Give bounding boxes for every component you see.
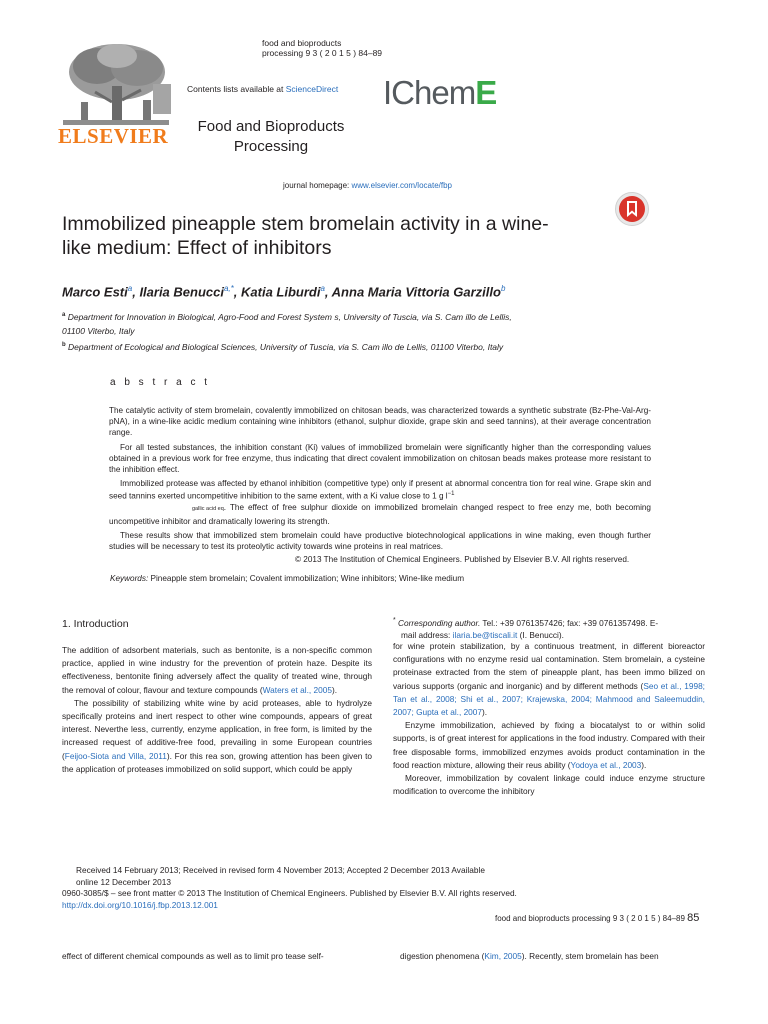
- keywords: [110, 574, 464, 583]
- journal-reference-line1: food and bioproducts: [262, 38, 342, 48]
- abstract-paragraph: [109, 478, 651, 527]
- corresponding-author-note: [393, 615, 705, 641]
- author-separator: ,: [233, 284, 242, 300]
- affiliation-b: [62, 338, 682, 354]
- issn-line: 0960-3085/$ – see front matter © 2013 The Institution of Chemical Engineers. Published by Elsevier B.V. All rights reserved.: [62, 888, 517, 898]
- author-separator: ,: [324, 284, 332, 300]
- publisher-logo-text: ELSEVIER: [58, 124, 169, 148]
- email-line: [393, 629, 705, 641]
- next-page-right-text: [400, 950, 710, 963]
- author-name[interactable]: Katia Liburdi: [241, 284, 321, 300]
- affiliation-a-text: Department for Innovation in Biological, Agro-Food and Forest System s, University of Tuscia, via S. Cam illo de Lellis,: [67, 311, 512, 322]
- corresponding-label: Corresponding author.: [398, 617, 481, 628]
- contact-text: Tel.: +39 0761357426; fax: +39 0761357498. E-: [480, 617, 659, 628]
- author-name[interactable]: Anna Maria Vittoria Garzillo: [331, 284, 501, 300]
- affiliation-a-cont: 01100 Viterbo, Italy: [62, 325, 135, 336]
- abstract-text: Immobilized protease was affected by ethanol inhibition (competitive type) only if present at abnormal concentra tion for real wine. Grape skin and seed tannins exerted uncompetitive inhibition to the same extent, with a Ki value close to 1 g l: [109, 479, 651, 502]
- affiliation-marker: b: [62, 341, 66, 348]
- author-affiliation-marker: a: [127, 284, 133, 293]
- contents-prefix: Contents lists available at: [187, 84, 286, 94]
- author-affiliation-marker: b: [500, 284, 506, 293]
- body-text: Enzyme immobilization, achieved by fixing a biocatalyst to or within solid supports, is of great interest for applications in the food industry. Compared with their free disposable forms, immobilized enzymes avoids product contamination in the food reaction mixture, allowing their reus ability (: [393, 720, 705, 770]
- abstract-body: [109, 405, 651, 552]
- journal-homepage: [283, 181, 452, 190]
- keywords-label: Keywords:: [110, 574, 149, 583]
- bookmark-icon: [616, 193, 648, 225]
- citation-link[interactable]: Feijoo-Siota and Villa, 2011: [64, 750, 167, 761]
- online-date: online 12 December 2013: [76, 876, 172, 887]
- author-name[interactable]: Ilaria Benucci: [139, 284, 224, 300]
- ichem-logo: [383, 74, 496, 112]
- ichem-logo-e: E: [475, 74, 497, 111]
- footnote-marker: *: [393, 617, 396, 624]
- citation-link[interactable]: Waters et al., 2005: [262, 684, 332, 695]
- body-text: ). For this rea son, growing attention has been given to the application of proteases immobilized on solid support, which could be apply: [62, 750, 372, 774]
- body-text: digestion phenomena (: [400, 951, 485, 961]
- citation-link[interactable]: Yodoya et al., 2003: [570, 759, 642, 770]
- body-paragraph: [62, 644, 372, 697]
- email-link[interactable]: ilaria.be@tiscali.it: [452, 629, 518, 640]
- journal-reference-line2: processing 9 3 ( 2 0 1 5 ) 84–89: [262, 48, 383, 58]
- corresponding-author-line: [393, 615, 705, 629]
- running-head-text: food and bioproducts processing 9 3 ( 2 0 1 5 ) 84–89: [495, 914, 685, 923]
- affiliation-marker: a: [62, 312, 66, 318]
- author-list: [62, 284, 505, 299]
- ichem-logo-main: IChem: [383, 74, 476, 111]
- superscript: −1: [447, 491, 455, 498]
- body-paragraph: Moreover, immobilization by covalent linkage could induce enzyme structure modification to overcome the inhibitory: [393, 773, 705, 797]
- abstract-paragraph: The catalytic activity of stem bromelain, covalently immobilized on chitosan beads, was characterized towards a synthetic substrate (Bz-Phe-Val-Arg-pNA), in a wine-like acidic medium containing wine inhibitors (ethanol, sulphur dioxide, grape skin and seed tannins), at their average concentration range.: [109, 406, 651, 438]
- abstract-paragraph: For all tested substances, the inhibition constant (Ki) values of immobilized bromelain were significantly higher than the corresponding values obtained in a previous work for free enzyme, thus indicating that direct covalent immobilization on chitosan beads makes protease more resistant to the inhibition effect.: [109, 442, 651, 475]
- crossmark-badge[interactable]: [615, 192, 649, 226]
- article-title: Immobilized pineapple stem bromelain activity in a wine-like medium: Effect of inhibitors: [62, 213, 549, 259]
- body-text: ). Recently, stem bromelain has been: [521, 951, 659, 961]
- doi-link[interactable]: http://dx.doi.org/10.1016/j.fbp.2013.12.001: [62, 899, 218, 910]
- next-page-left-text: effect of different chemical compounds as well as to limit pro tease self-: [62, 951, 324, 961]
- abstract-heading: a b s t r a c t: [110, 377, 211, 388]
- contents-available: [187, 84, 338, 94]
- author-separator: ,: [132, 284, 140, 300]
- journal-reference: [262, 38, 382, 58]
- journal-name: Food and Bioproducts Processing: [197, 118, 345, 155]
- body-text: ).: [641, 759, 647, 770]
- body-text: The addition of adsorbent materials, such as bentonite, is a non-specific common practice, applied in wine industry for the prevention of protein haze. Despite its effectiveness, bentonite fining adversely affect the quality of treated wine, through the removal of colour, flavour and texture compounds (: [62, 645, 372, 695]
- section-heading: 1. Introduction: [62, 618, 129, 630]
- abstract-paragraph: These results show that immobilized stem bromelain could have productive biotechnological applications in wine making, even though further studies will be necessary to test its proteolytic activity towards wine proteins in real matrices.: [109, 530, 651, 551]
- running-head: [495, 912, 699, 924]
- author-affiliation-marker: a: [320, 284, 325, 293]
- citation-link[interactable]: Kim, 2005: [484, 951, 522, 961]
- homepage-link[interactable]: www.elsevier.com/locate/fbp: [351, 181, 452, 190]
- article-history: [62, 865, 712, 911]
- affiliations: [62, 308, 682, 354]
- keywords-list: Pineapple stem bromelain; Covalent immobilization; Wine inhibitors; Wine-like medium: [148, 574, 465, 583]
- homepage-prefix: journal homepage:: [283, 181, 352, 190]
- email-owner: (I. Benucci).: [517, 629, 564, 640]
- body-text: The possibility of stabilizing white wine by acid proteases, able to hydrolyze specifically proteins and inert respect to other wine compounds, appears of great interest. Neverthe less, currently, enzyme application, in free form, is limited by the increased request of additive-free food, prevailing in some European countries (: [62, 697, 372, 761]
- left-column-text: [62, 644, 372, 776]
- citation-link[interactable]: Seo et al., 1998; Tan et al., 2008; Shi et al., 2007; Krajewska, 2004; Mahmood and Saleemuddin, 2007; Gupta et al., 2007: [393, 680, 705, 718]
- author-name[interactable]: Marco Esti: [62, 284, 128, 300]
- body-text: ).: [331, 684, 338, 695]
- body-paragraph: [393, 719, 705, 772]
- abstract-copyright: © 2013 The Institution of Chemical Engineers. Published by Elsevier B.V. All rights reserved.: [295, 555, 630, 564]
- body-paragraph: [393, 640, 705, 719]
- email-label: mail address:: [401, 629, 453, 640]
- elsevier-logo: [57, 42, 175, 152]
- page-number: 85: [687, 912, 700, 924]
- sciencedirect-link[interactable]: ScienceDirect: [285, 84, 339, 94]
- body-text: ).: [482, 707, 488, 718]
- subscript: gallic acid eq: [192, 506, 224, 513]
- received-dates: Received 14 February 2013; Received in revised form 4 November 2013; Accepted 2 December 2013 Available: [76, 865, 485, 875]
- body-paragraph: [62, 697, 372, 776]
- affiliation-b-text: Department of Ecological and Biological Sciences, University of Tuscia, via S. Cam illo de Lellis, 01100 Viterbo, Italy: [68, 341, 504, 352]
- body-text: for wine protein stabilization, by a continuous treatment, in different bioreactor configurations with no enzyme resid ual contamination. Stem bromelain, a cysteine proteinase extracted from the stem of pineapple plant, has been immo bilized on various supports (organic and inorganic) and by different methods (: [393, 641, 705, 691]
- abstract-text: . The effect of free sulphur dioxide on immobilized bromelain changed respect to free enzy me, both becoming uncompetitive inhibitor and dramatically lowering its strength.: [109, 503, 651, 526]
- right-column-text: [393, 640, 705, 798]
- tree-icon: [57, 42, 175, 128]
- author-affiliation-marker: a,*: [223, 284, 234, 293]
- affiliation-a: [62, 308, 682, 324]
